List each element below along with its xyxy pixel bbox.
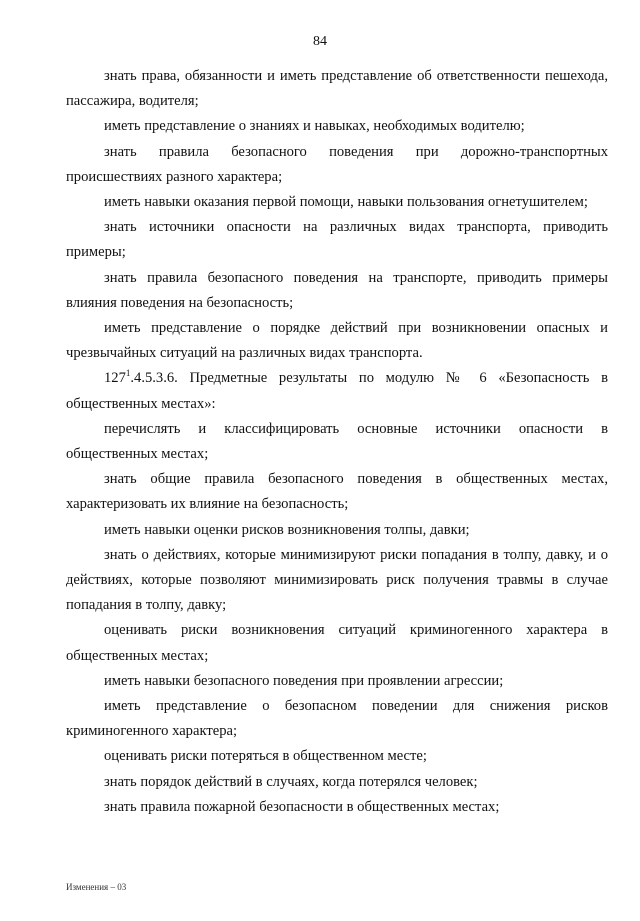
- paragraph-crowd-risks: иметь навыки оценки рисков возникновения толпы, давки;: [104, 521, 470, 538]
- paragraph-fire-safety: знать правила пожарной безопасности в общественных местах;: [104, 798, 500, 815]
- paragraph-getting-lost: оценивать риски потеряться в общественном месте;: [104, 748, 427, 765]
- paragraph-lost-person: знать порядок действий в случаях, когда потерялся человек;: [104, 773, 478, 790]
- paragraph-public-rules: знать общие правила безопасного поведения в общественных местах, характеризовать их влияние на безопасность;: [66, 471, 608, 513]
- section-heading: [66, 366, 608, 416]
- paragraph-road-accidents: знать правила безопасного поведения при дорожно-транспортных происшествиях разного характера;: [66, 143, 608, 185]
- footer-revision-note: Изменения – 03: [66, 882, 127, 892]
- body-text: [66, 64, 608, 820]
- paragraph-aggression: иметь навыки безопасного поведения при проявлении агрессии;: [104, 672, 504, 689]
- section-title: Предметные результаты по модулю № 6 «Безопасность в общественных местах»:: [66, 370, 608, 412]
- paragraph-criminal-risks: оценивать риски возникновения ситуаций криминогенного характера в общественных местах;: [66, 622, 608, 664]
- section-number-superscript: 1: [125, 368, 131, 379]
- paragraph-driver-skills: иметь представление о знаниях и навыках, необходимых водителю;: [104, 118, 525, 135]
- paragraph-crowd-actions: знать о действиях, которые минимизируют риски попадания в толпу, давку, и о действиях, которые позволяют минимизировать риск получения травмы в случае попадания в толпу, давку;: [66, 546, 608, 614]
- paragraph-public-hazards: перечислять и классифицировать основные источники опасности в общественных местах;: [66, 420, 608, 463]
- section-number-suffix: .4.5.3.6.: [130, 370, 178, 387]
- paragraph-emergency-actions: иметь представление о порядке действий при возникновении опасных и чрезвычайных ситуаций на различных видах транспорта.: [66, 320, 608, 362]
- paragraph-transport-behavior: знать правила безопасного поведения на транспорте, приводить примеры влияния поведения на безопасность;: [66, 269, 608, 311]
- section-number-prefix: 127: [104, 370, 126, 387]
- paragraph-rights: знать права, обязанности и иметь представление об ответственности пешехода, пассажира, водителя;: [66, 68, 608, 110]
- paragraph-criminal-safety: иметь представление о безопасном поведении для снижения рисков криминогенного характера;: [66, 698, 608, 740]
- paragraph-transport-hazards: знать источники опасности на различных видах транспорта, приводить примеры;: [66, 219, 608, 261]
- page-number: 84: [313, 34, 327, 49]
- paragraph-first-aid: иметь навыки оказания первой помощи, навыки пользования огнетушителем;: [104, 194, 588, 211]
